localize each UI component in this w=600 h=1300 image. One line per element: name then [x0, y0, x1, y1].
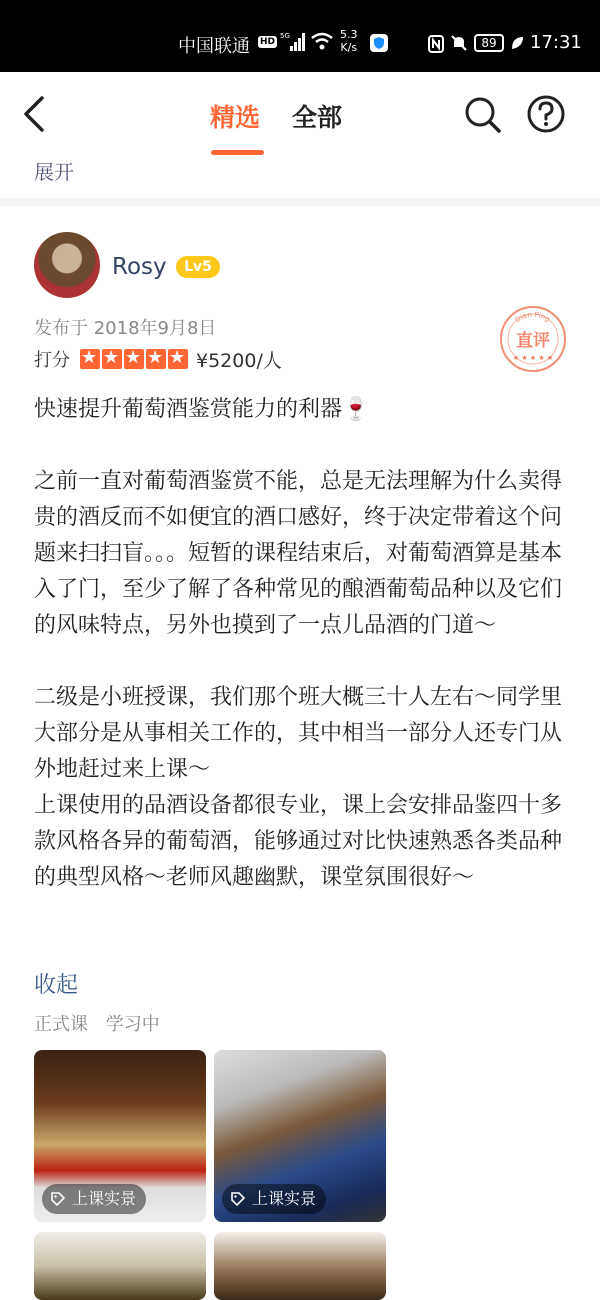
- review-photo[interactable]: [34, 1232, 206, 1300]
- review-paragraph: 之前一直对葡萄酒鉴赏不能，总是无法理解为什么卖得贵的酒反而不如便宜的酒口感好，终于决定带着这个问题来扫扫盲。。。短暂的课程结束后，对葡萄酒算是基本入了门，至少了解了各种常见的酿酒葡萄品种以及它们的风味特点，另外也摸到了一点儿品酒的门道～: [34, 469, 563, 638]
- status-bar: [0, 0, 600, 72]
- star-icon: [168, 349, 188, 369]
- signal-icon: [280, 30, 306, 52]
- tag-icon: [230, 1191, 246, 1207]
- power-saving-icon: [510, 35, 524, 51]
- tab-all[interactable]: 全部: [292, 103, 343, 132]
- review-paragraph: 上课使用的品酒设备都很专业，课上会安排品鉴四十多款风格各异的葡萄酒，能够通过对比快速熟悉各类品种的典型风格～老师风趣幽默，课堂氛围很好～: [34, 793, 563, 890]
- svg-text:★ ★ ★ ★ ★: ★ ★ ★ ★ ★: [512, 354, 554, 362]
- star-icon: [102, 349, 122, 369]
- photo-tag-label: 上课实景: [252, 1189, 317, 1208]
- collapse-link[interactable]: 收起: [34, 973, 79, 998]
- mute-bell-icon: [450, 34, 468, 52]
- hd-badge: HD: [260, 37, 276, 47]
- stamp-text: 直评: [516, 331, 550, 351]
- review-photo[interactable]: [34, 1050, 206, 1222]
- top-nav-bar: [0, 72, 600, 156]
- review-photo[interactable]: [214, 1050, 386, 1222]
- course-tags: [34, 1010, 172, 1036]
- star-icon: [80, 349, 100, 369]
- network-type: 5G: [280, 32, 290, 40]
- rating-label: 打分: [34, 350, 70, 371]
- course-status-tag: 学习中: [105, 1014, 160, 1035]
- help-icon[interactable]: [526, 94, 566, 134]
- section-divider: [0, 198, 600, 206]
- rating-row: [34, 346, 282, 372]
- tab-featured[interactable]: 精选: [210, 103, 261, 132]
- battery-indicator: 89: [474, 34, 504, 52]
- star-icon: [146, 349, 166, 369]
- wifi-icon: [310, 32, 334, 50]
- price-per-person: ¥5200/人: [196, 349, 282, 372]
- carrier-name: 中国联通: [178, 36, 250, 57]
- search-icon[interactable]: [462, 94, 502, 134]
- nfc-icon: [428, 35, 444, 53]
- star-icon: [124, 349, 144, 369]
- course-type-tag: 正式课: [34, 1014, 88, 1035]
- dianping-stamp-icon: [498, 304, 568, 374]
- clock: 17:31: [530, 32, 582, 53]
- avatar[interactable]: [34, 232, 100, 298]
- photo-tag: [222, 1184, 326, 1214]
- speed-unit: K/s: [340, 41, 358, 54]
- tag-icon: [50, 1191, 66, 1207]
- svg-text:Dian Ping: [514, 311, 552, 324]
- expand-link[interactable]: 展开: [34, 160, 74, 184]
- stamp-arc-text: Dian Ping: [513, 310, 552, 325]
- review-body: [34, 464, 564, 896]
- review-title: 快速提升葡萄酒鉴赏能力的利器🍷: [34, 397, 370, 422]
- review-photo[interactable]: [214, 1232, 386, 1300]
- publish-date: 发布于 2018年9月8日: [34, 318, 217, 339]
- active-tab-indicator: [211, 150, 264, 155]
- back-arrow-icon[interactable]: [18, 94, 48, 134]
- speed-value: 5.3: [340, 28, 358, 41]
- shield-icon: [370, 34, 388, 52]
- network-speed: [340, 28, 358, 54]
- level-badge: Lv5: [176, 256, 220, 278]
- review-paragraph: 二级是小班授课，我们那个班大概三十人左右～同学里大部分是从事相关工作的，其中相当一部分人还专门从外地赶过来上课～: [34, 685, 563, 782]
- photo-tag-label: 上课实景: [72, 1189, 137, 1208]
- photo-tag: [42, 1184, 146, 1214]
- username[interactable]: Rosy: [112, 254, 167, 280]
